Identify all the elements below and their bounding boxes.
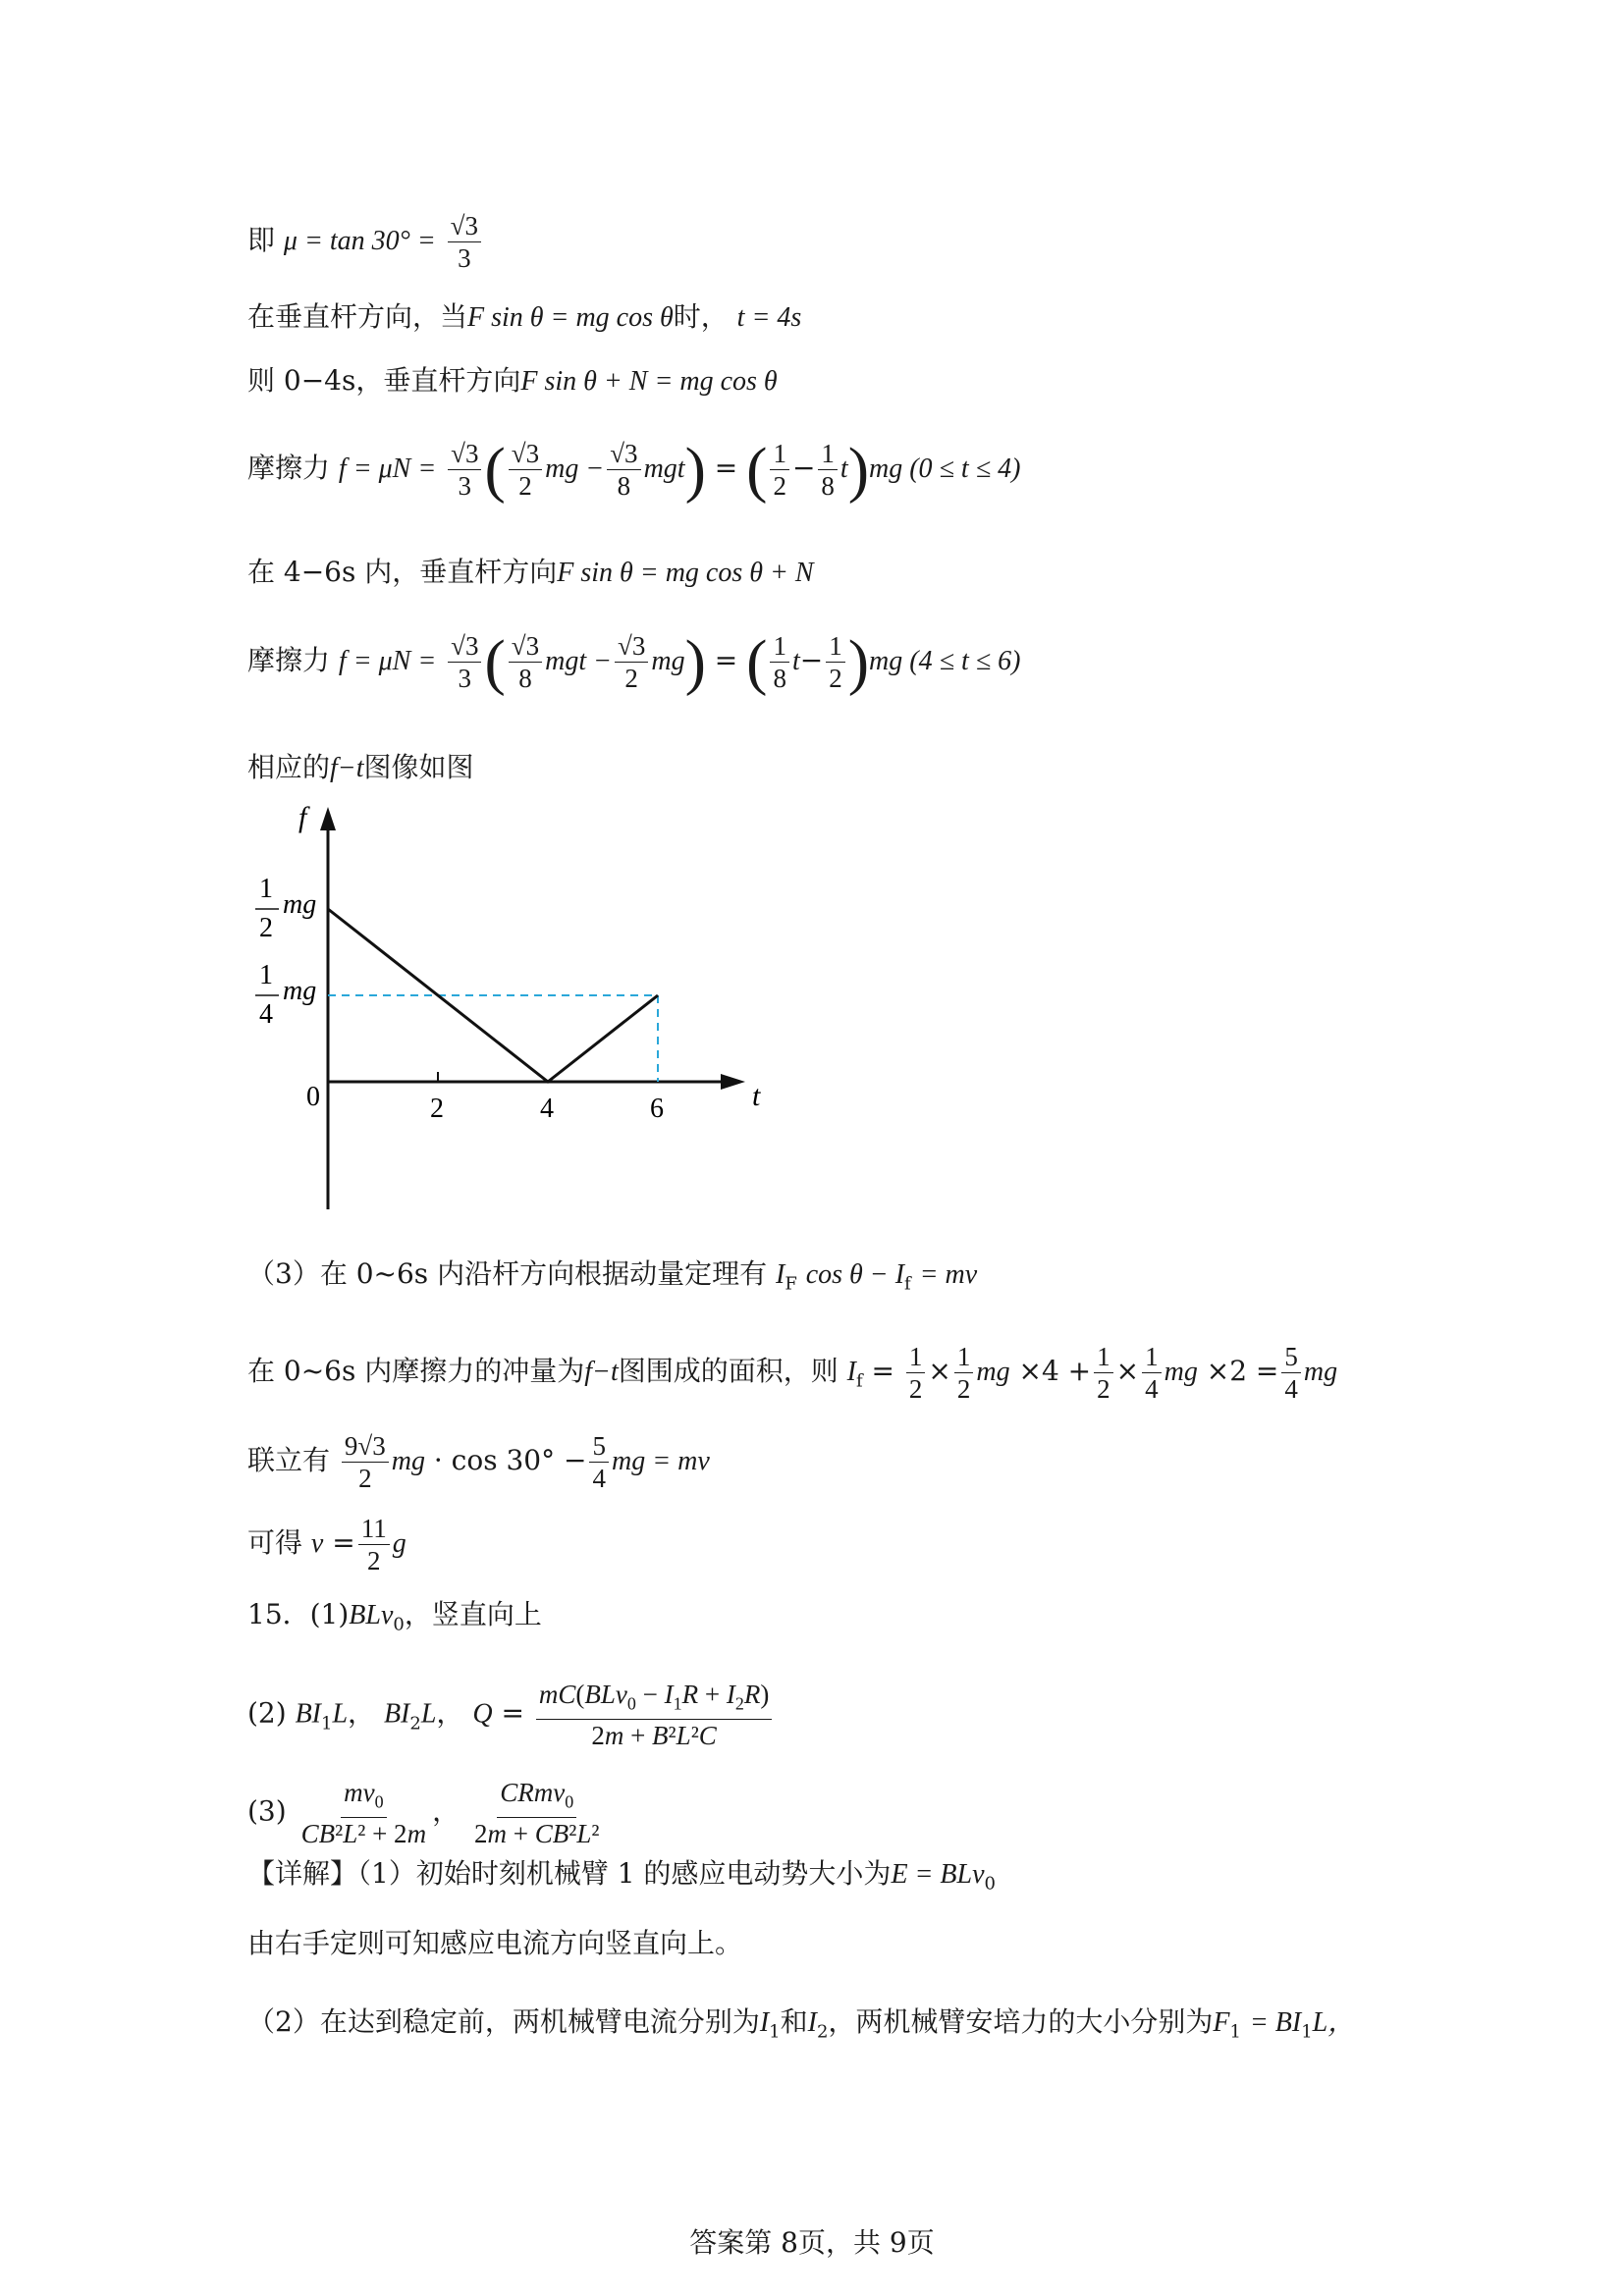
x-axis-label: t (752, 1080, 761, 1112)
line-4-6s: 在 4−6s 内，垂直杆方向F sin θ = mg cos θ + N (247, 556, 814, 588)
y-axis-arrow (320, 807, 336, 830)
x-tick-label: 6 (650, 1094, 664, 1124)
y-tick-numerator: 1 (259, 874, 273, 904)
line-impulse: 在 0~6s 内摩擦力的冲量为f−t图围成的面积，则 $I_f$ = $\frac{1}{2}$ × $\frac{1}{2}$ mg ×4 + $\frac{1}{2}$ × $\frac{1}{4}$ mg ×2 = $\frac{5}{4}$ mg (247, 1342, 1338, 1404)
line-0-4s: 则 0−4s，垂直杆方向F sin θ + N = mg cos θ (247, 364, 778, 397)
page-footer: 答案第 8页，共 9页 (689, 2226, 935, 2259)
y-tick-numerator: 1 (259, 960, 273, 990)
y-tick-denominator: 2 (259, 913, 273, 943)
y-tick-unit: mg (283, 889, 317, 920)
line-momentum: （3）在 0~6s 内沿杆方向根据动量定理有 $I_F$ $\cos \theta - I_f$ = mv (247, 1257, 978, 1295)
line-friction-1: 摩擦力 f = μN = $\frac{√3}{3}$ ( $\frac{√3}{2}$ mg − $\frac{√3}{8}$ mgt) = ( $\frac{1}{2}$ − $\frac{1}{8}$ t)mg (0 ≤ t ≤ 4) (247, 434, 1021, 505)
line-q15-2: (2) $BI_1L$， $BI_2L$， Q = $\frac{mC(BLv_0 - I_1R + I_2R)}{\text{2m + B²L²C}}$ (247, 1679, 775, 1751)
y-tick-unit: mg (283, 976, 317, 1006)
line-graph-caption: 相应的f−t图像如图 (247, 751, 474, 783)
line-detail-1: 【详解】（1）初始时刻机械臂 1 的感应电动势大小为E = BLv$_0$ (247, 1857, 996, 1895)
f-t-graph (247, 797, 761, 1229)
line-detail-3: （2）在达到稳定前，两机械臂电流分别为$I_1$和$I_2$，两机械臂安培力的大小分别为$F_1 = BI_1L$， (247, 2005, 1356, 2043)
line-q15-3: (3) $\frac{mv_0}{\text{CB²L² + 2m}}$ ， $\frac{CRmv_0}{\text{2m + CB²L²}}$ (247, 1778, 600, 1849)
x-tick-label: 4 (540, 1094, 554, 1124)
line-detail-2: 由右手定则可知感应电流方向竖直向上。 (247, 1927, 743, 1959)
line-mu: 即 μ = tan 30° = $\frac{√3}{3}$ (247, 210, 484, 274)
y-axis-label: f (298, 801, 307, 833)
line-condition: 在垂直杆方向，当F sin θ = mg cos θ时， t = 4s (247, 300, 802, 333)
x-tick-label: 2 (430, 1094, 444, 1124)
x-tick-label: 0 (306, 1082, 320, 1112)
line-friction-2: 摩擦力 f = μN = $\frac{√3}{3}$ ( $\frac{√3}{8}$ mgt − $\frac{√3}{2}$ mg) = ( $\frac{1}{8}$ t− $\frac{1}{2}$ )mg (4 ≤ t ≤ 6) (247, 626, 1021, 697)
y-tick-denominator: 4 (259, 999, 273, 1030)
line-q15-1: 15．(1)BLv$_0$，竖直向上 (247, 1598, 542, 1635)
line-combine: 联立有 $\frac{9√3}{2}$ mg · cos 30° − $\frac{5}{4}$ mg = mv (247, 1431, 710, 1493)
line-result-v: 可得 v = $\frac{11}{2}$ g (247, 1514, 406, 1575)
x-axis-arrow (721, 1074, 745, 1090)
